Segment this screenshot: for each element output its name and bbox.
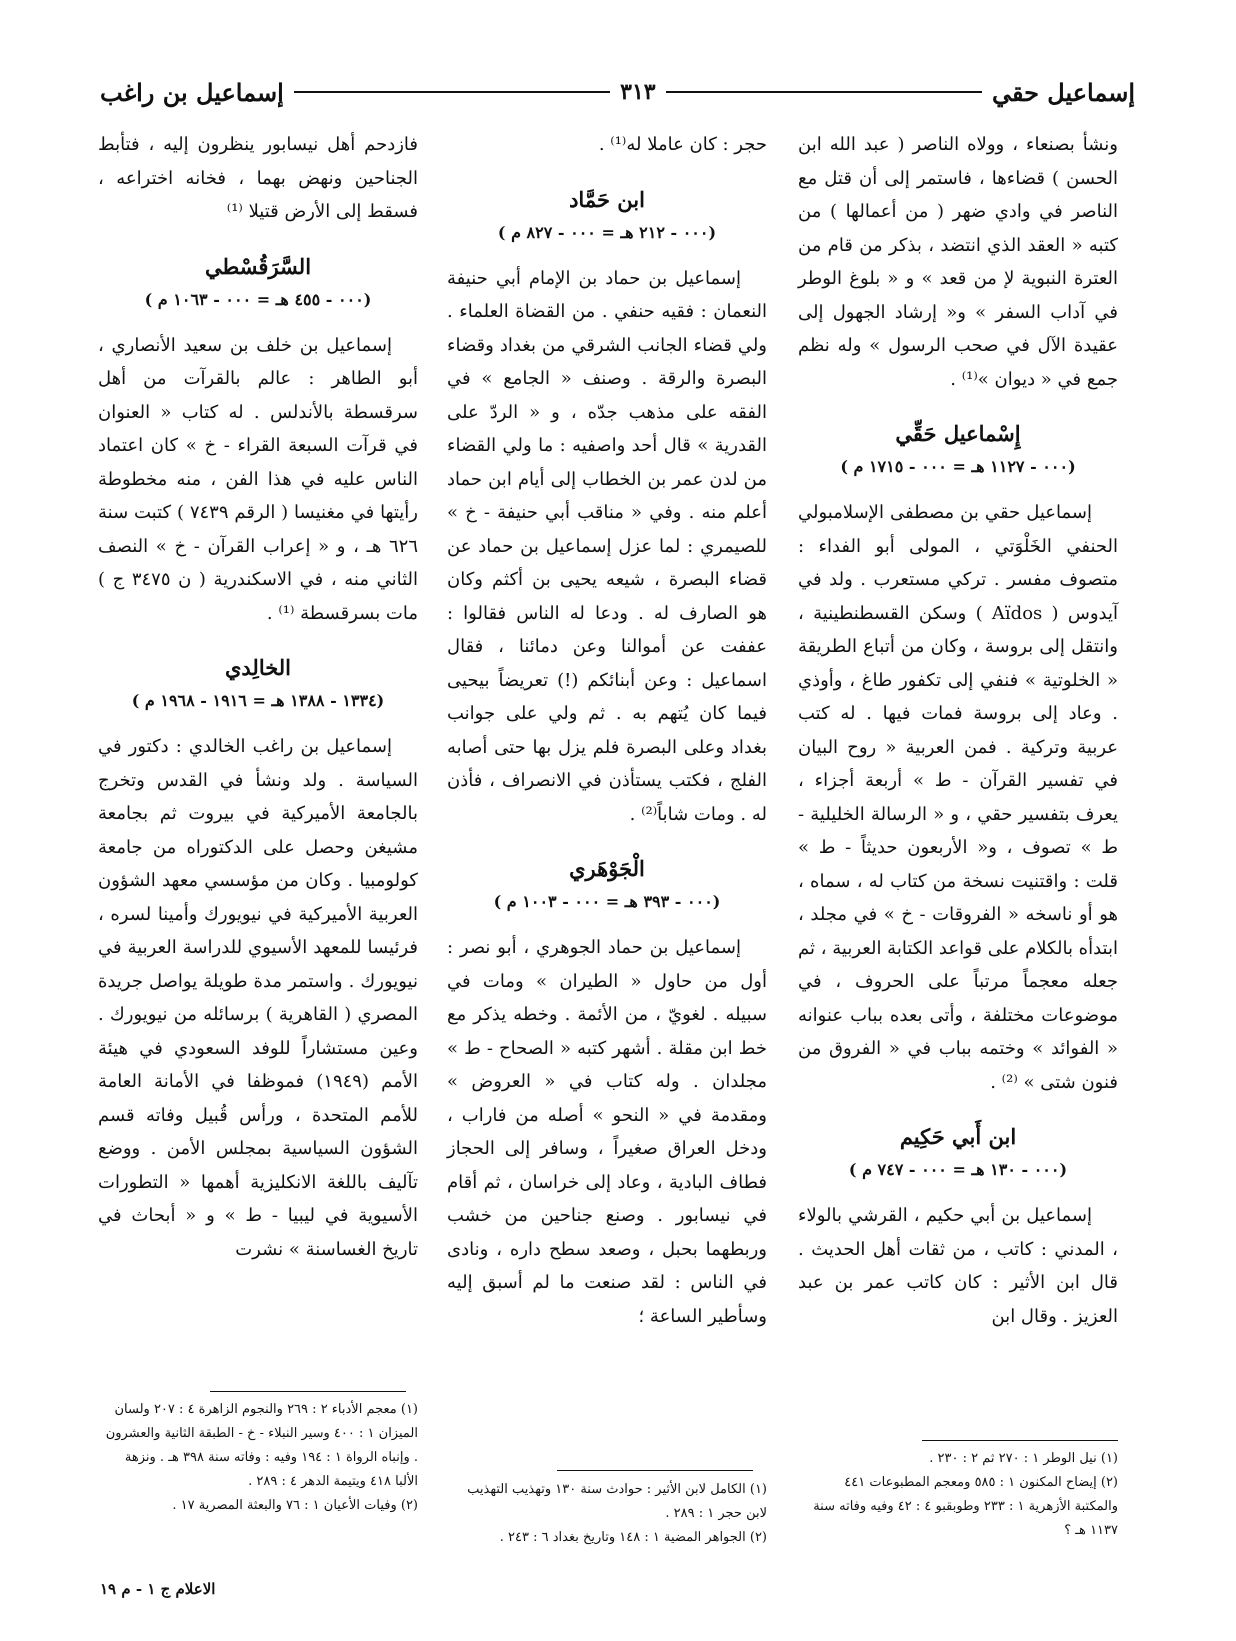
footnote-divider	[922, 1440, 1118, 1441]
volume-signature: الاعلام ج ١ - م ١٩	[100, 1580, 216, 1598]
entry-text: إسماعيل بن أبي حكيم ، القرشي بالولاء ، المدني : كاتب ، من ثقات أهل الحديث . قال ابن الأثير : كان كاتب عمر بن عبد العزيز . وقال ابن	[798, 1205, 1118, 1327]
continued-text: ونشأ بصنعاء ، وولاه الناصر ( عبد الله ابن الحسن ) قضاءها ، فاستمر إلى أن قتل مع الناصر في وادي ضهر ( من أعمالها ) من كتبه « العقد الذي انتضد ، بذكر من قام من العترة النبوية لإ من قعد » و « بلوغ الوطر في آداب السفر » و« إرشاد الجهول إلى عقيدة الآل في صحب الرسول » وله نظم جمع في « ديوان »⁽¹⁾ .	[798, 134, 1118, 390]
entry-dates: (٠٠٠ - ٢١٢ هـ = ٠٠٠ - ٨٢٧ م )	[497, 222, 717, 242]
footnotes-middle	[447, 1478, 767, 1550]
header-rule-left	[294, 91, 610, 93]
footnote: (١) معجم الأدباء ٢ : ٢٦٩ والنجوم الزاهرة ٤ : ٢٠٧ ولسان الميزان ١ : ٤٠٠ وسير النبلاء - خ - الطبقة الثانية والعشرون . وإنباه الرواة ١ : ١٩٤ وفيه : وفاته سنة ٣٩٨ هـ . ونزهة الألبا ٤١٨ ويتيمة الدهر ٤ : ٢٨٩ .	[105, 1402, 418, 1489]
entry-title: السَّرَقُسْطي	[204, 253, 312, 279]
footnote: (٢) وفيات الأعيان ١ : ٧٦ والبعثة المصرية ١٧ .	[172, 1498, 418, 1513]
entry-text: إسماعيل بن راغب الخالدي : دكتور في السياسة . ولد ونشأ في القدس وتخرج بالجامعة الأميركية في بيروت ثم بجامعة مشيغن وحصل على الدكتوراه من جامعة كولومبيا . وكان من مؤسسي معهد الشؤون العربية الأميركية في نيويورك وأمينا لسره ، فرئيسا للمعهد الأسيوي للدراسة العربية في نيويورك . واستمر مدة طويلة يواصل جريدة المصري ( القاهرية ) برسائله من نيويورك . وعين مستشاراً للوفد السعودي في هيئة الأمم (١٩٤٩) فموظفا في الأمانة العامة للأمم المتحدة ، ورأس قُبيل وفاته قسم الشؤون السياسية بمجلس الأمن . ووضع تآليف باللغة الانكليزية أهمها « التطورات الأسيوية في ليبيا - ط » و « أبحاث في تاريخ الغساسنة » نشرت	[98, 736, 418, 1260]
footnote: (١) نيل الوطر ١ : ٢٧٠ ثم ٢ : ٢٣٠ .	[929, 1451, 1118, 1466]
continued-text: فازدحم أهل نيسابور ينظرون إليه ، فتأبط الجناحين ونهض بهما ، فخانه اختراعه ، فسقط إلى الأرض قتيلا ⁽¹⁾	[98, 134, 418, 222]
running-header	[100, 72, 1135, 112]
header-right-title: إسماعيل حقي	[991, 77, 1135, 107]
footnote: (١) الكامل لابن الأثير : حوادث سنة ١٣٠ وتهذيب التهذيب لابن حجر ١ : ٢٨٩ .	[467, 1482, 767, 1521]
page-number: ٣١٣	[620, 79, 656, 105]
entry-text: إسماعيل بن خلف بن سعيد الأنصاري ، أبو الطاهر : عالم بالقرآت من أهل سرقسطة بالأندلس . له كتاب « العنوان في قرآت السبعة القراء - خ » كان اعتماد الناس عليه في هذا الفن ، منه مخطوطة رأيتها في مغنيسا ( الرقم ٧٤٣٩ ) كتبت سنة ٦٢٦ هـ ، و « إعراب القرآن - خ » النصف الثاني منه ، في الاسكندرية ( ن ٣٤٧٥ ج ) مات بسرقسطة ⁽¹⁾ .	[98, 334, 418, 624]
entry-dates: (٠٠٠ - ١٣٠ هـ = ٠٠٠ - ٧٤٧ م )	[848, 1160, 1068, 1179]
entry-title: إِسْماعيل حَقِّي	[895, 421, 1021, 446]
header-rule-right	[666, 91, 982, 93]
entry-title: ابن حَمَّاد	[569, 186, 645, 212]
entry-title: الخالِدي	[224, 655, 292, 680]
footnotes-right	[798, 1447, 1118, 1543]
footnote-divider	[210, 1391, 406, 1392]
entry-dates: (٠٠٠ - ٣٩٣ هـ = ٠٠٠ - ١٠٠٣ م )	[493, 892, 721, 911]
column-left	[98, 128, 418, 1578]
entry-title: ابن أَبي حَكِيم	[899, 1124, 1017, 1149]
entry-dates: (٠٠٠ - ٤٥٥ هـ = ٠٠٠ - ١٠٦٣ م )	[144, 289, 372, 309]
column-middle	[447, 128, 767, 1578]
footnote-divider	[557, 1470, 753, 1471]
continued-text: حجر : كان عاملا له⁽¹⁾ .	[598, 134, 767, 155]
entry-text: إسماعيل بن حماد الجوهري ، أبو نصر : أول من حاول « الطيران » ومات في سبيله . لغويّ ، من الأئمة . وخطه يذكر مع خط ابن مقلة . أشهر كتبه « الصحاح - ط » مجلدان . وله كتاب في « العروض » ومقدمة في « النحو » أصله من فاراب ، ودخل العراق صغيراً ، وسافر إلى الحجاز فطاف البادية ، وعاد إلى خراسان ، ثم أقام في نيسابور . وصنع جناحين من خشب وربطهما بحبل ، وصعد سطح داره ، ونادى في الناس : لقد صنعت ما لم أسبق إليه وسأطير الساعة ؛	[447, 937, 767, 1327]
footnote: (٢) الجواهر المضية ١ : ١٤٨ وتاريخ بغداد ٦ : ٢٤٣ .	[499, 1530, 767, 1545]
footnote: (٢) إيضاح المكنون ١ : ٥٨٥ ومعجم المطبوعات ٤٤١ والمكتبة الأزهرية ١ : ٢٣٣ وطوبقبو ٤ : ٤٢ وفيه وفاته سنة ١١٣٧ هـ ؟	[813, 1475, 1118, 1538]
footnotes-left	[98, 1398, 418, 1518]
entry-title: الْجَوْهَري	[569, 856, 645, 881]
header-left-title: إسماعيل بن راغب	[100, 77, 284, 107]
entry-text: إسماعيل حقي بن مصطفى الإسلامبولي الحنفي الخَلْوَتي ، المولى أبو الفداء : متصوف مفسر . تركي مستعرب . ولد في آيدوس ( Aïdos ) وسكن القسطنطينية ، وانتقل إلى بروسة ، وكان من أتباع الطريقة « الخلوتية » فنفي إلى تكفور طاغ ، وأوذي . وعاد إلى بروسة فمات فيها . له كتب عربية وتركية . فمن العربية « روح البيان في تفسير القرآن - ط » أربعة أجزاء ، يعرف بتفسير حقي ، و « الرسالة الخليلية - ط » تصوف ، و« الأربعون حديثاً - ط » قلت : واقتنيت نسخة من كتاب له ، سماه ، هو أو ناسخه « الفروقات - خ » في مجلد ، ابتدأه بالكلام على قواعد الكتابة العربية ، ثم جعله معجماً مرتباً على الحروف ، في موضوعات مختلفة ، وأتى بعده بباب عنوانه « الفوائد » وختمه بباب في « الفروق من فنون شتى » ⁽²⁾ .	[798, 502, 1118, 1093]
entry-dates: (٠٠٠ - ١١٢٧ هـ = ٠٠٠ - ١٧١٥ م )	[840, 457, 1076, 476]
entry-text: إسماعيل بن حماد بن الإمام أبي حنيفة النعمان : فقيه حنفي . من القضاة العلماء . ولي قضاء الجانب الشرقي من بغداد وقضاء البصرة والرقة . وصنف « الجامع » في الفقه على مذهب جدّه ، و « الردّ على القدرية » قال أحد واصفيه : ما ولي القضاء من لدن عمر بن الخطاب إلى أيام ابن حماد أعلم منه . وفي « مناقب أبي حنيفة - خ » للصيمري : لما عزل إسماعيل بن حماد عن قضاء البصرة ، شيعه يحيى بن أكثم وكان هو الصارف له . ودعا له الناس فقالوا : عففت عن أموالنا وعن دمائنا ، فقال اسماعيل : وعن أبنائكم (!) تعريضاً بيحيى فيما كان يُتهم به . ثم ولي على جوانب بغداد وعلى البصرة فلم يزل بها حتى أصابه الفلج ، فكتب يستأذن في الانصراف ، فأذن له . ومات شاباً⁽²⁾ .	[447, 267, 767, 825]
entry-dates: (١٣٣٤ - ١٣٨٨ هـ = ١٩١٦ - ١٩٦٨ م )	[131, 691, 385, 710]
column-right	[798, 128, 1118, 1578]
